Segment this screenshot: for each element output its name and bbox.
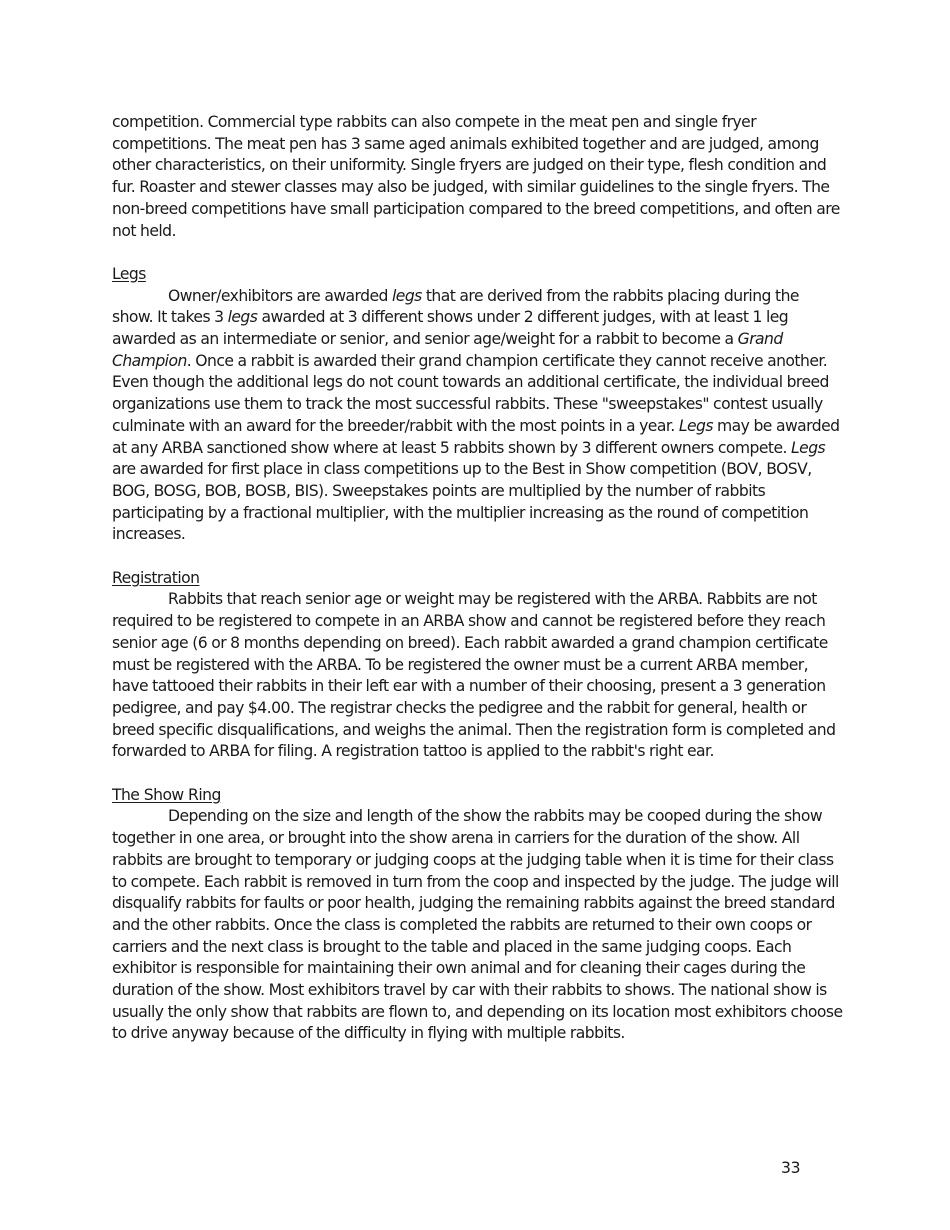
- legs-text-4: . Once a rabbit is awarded their grand champion certificate they cannot receive another. Even though the additional legs do not count towards an additional certificate, the individual breed organizations use them to track the most successful rabbits. These "sweepstakes" contest usually culminate with an award for the breeder/rabbit with the most points in a year.: [112, 351, 829, 435]
- legs-emphasis-5: Legs: [791, 438, 826, 457]
- legs-emphasis-4: Legs: [678, 416, 713, 435]
- legs-emphasis-1: legs: [392, 286, 422, 305]
- legs-text-6: are awarded for first place in class competitions up to the Best in Show competition (BOV, BOSV, BOG, BOSG, BOB, BOSB, BIS). Sweepstakes points are multiplied by the number of rabbits participating by a fractional multiplier, with the multiplier increasing as the round of competition increases.: [112, 460, 812, 544]
- show-ring-section: [112, 785, 844, 1045]
- legs-heading: Legs: [112, 264, 146, 283]
- legs-text-5: may be awarded at any ARBA sanctioned show where at least 5 rabbits shown by 3 different owners compete.: [112, 416, 840, 457]
- registration-paragraph: Rabbits that reach senior age or weight may be registered with the ARBA. Rabbits are not required to be registered to compete in an ARBA show and cannot be registered before they reach senior age (6 or 8 months depending on breed). Each rabbit awarded a grand champion certificate must be registered with the ARBA. To be registered the owner must be a current ARBA member, have tattooed their rabbits in their left ear with a number of their choosing, present a 3 generation pedigree, and pay $4.00. The registrar checks the pedigree and the rabbit for general, health or breed specific disqualifications, and weighs the animal. Then the registration form is completed and forwarded to ARBA for filing. A registration tattoo is applied to the rabbit's right ear.: [112, 590, 836, 761]
- page-number: 33: [781, 1159, 801, 1177]
- legs-text-2: that are derived from the rabbits placing during the show. It takes 3: [112, 286, 799, 327]
- show-ring-heading: The Show Ring: [112, 785, 221, 804]
- legs-emphasis-3: Grand Champion: [112, 330, 783, 370]
- legs-text-1: Owner/exhibitors are awarded: [168, 286, 392, 305]
- intro-paragraph: competition. Commercial type rabbits can also compete in the meat pen and single fryer competitions. The meat pen has 3 same aged animals exhibited together and are judged, among other characteristics, on their uniformity. Single fryers are judged on their type, flesh condition and fur. Roaster and stewer classes may also be judged, with similar guidelines to the single fryers. The non-breed competitions have small participation compared to the breed competitions, and often are not held.: [112, 113, 840, 240]
- legs-text-3: awarded at 3 different shows under 2 different judges, with at least 1 leg awarded as an intermediate or senior, and senior age/weight for a rabbit to become a: [112, 308, 789, 349]
- show-ring-paragraph: Depending on the size and length of the show the rabbits may be cooped during the show together in one area, or brought into the show arena in carriers for the duration of the show. All rabbits are brought to temporary or judging coops at the judging table when it is time for their class to compete. Each rabbit is removed in turn from the coop and inspected by the judge. The judge will disqualify rabbits for faults or poor health, judging the remaining rabbits against the breed standard and the other rabbits. Once the class is completed the rabbits are returned to their own coops or carriers and the next class is brought to the table and placed in the same judging coops. Each exhibitor is responsible for maintaining their own animal and for cleaning their cages during the duration of the show. Most exhibitors travel by car with their rabbits to shows. The national show is usually the only show that rabbits are flown to, and depending on its location most exhibitors choose to drive anyway because of the difficulty in flying with multiple rabbits.: [112, 807, 843, 1043]
- document-page: [112, 112, 844, 1045]
- legs-emphasis-2: legs: [227, 308, 258, 327]
- registration-heading: Registration: [112, 568, 200, 587]
- legs-paragraph: [112, 286, 844, 546]
- registration-section: [112, 568, 844, 763]
- legs-section: [112, 264, 844, 546]
